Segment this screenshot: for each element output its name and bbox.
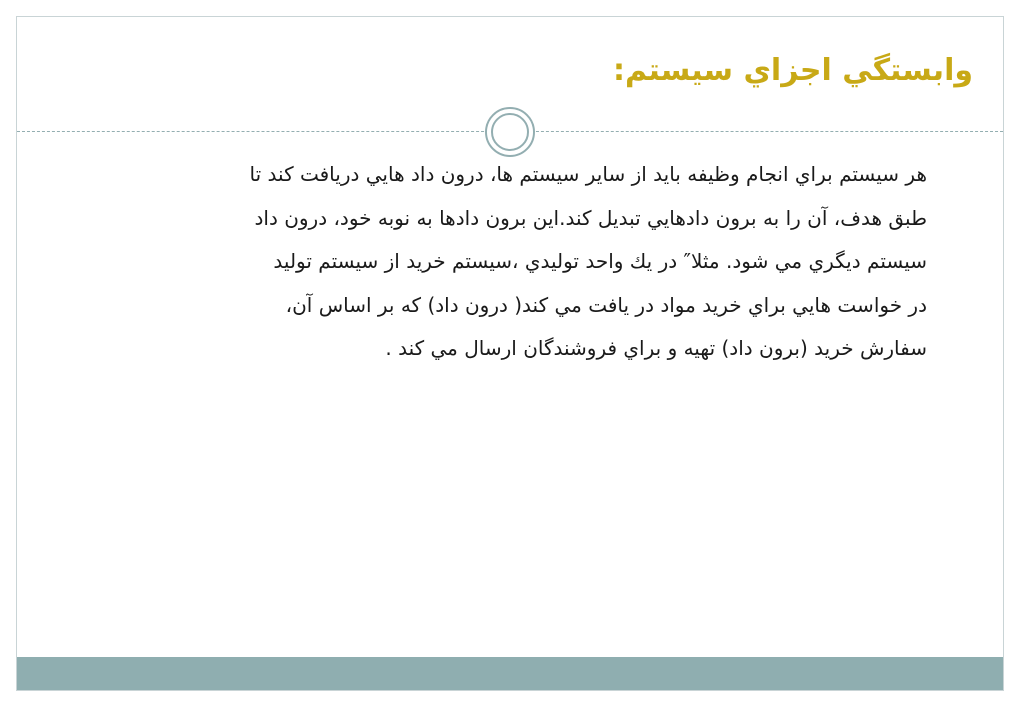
footer-band bbox=[17, 657, 1003, 690]
slide-title: وابستگي اجزاي سيستم: bbox=[612, 53, 973, 88]
body-paragraph bbox=[51, 153, 927, 371]
paragraph-line: سفارش خريد (برون داد) تهيه و براي فروشندگان ارسال مي كند . bbox=[385, 336, 927, 360]
circle-ornament-inner bbox=[491, 113, 529, 151]
circle-ornament-icon bbox=[485, 107, 535, 157]
paragraph-line: سيستم ديگري مي شود. مثلا″ در يك واحد توليدي ،سيستم خريد از سيستم توليد bbox=[273, 249, 927, 273]
paragraph-line: در خواست هايي براي خريد مواد در يافت مي كند( درون داد) كه بر اساس آن، bbox=[285, 292, 927, 317]
paragraph-line: طبق هدف، آن را به برون دادهايي تبديل كند.اين برون دادها به نوبه خود، درون داد bbox=[254, 205, 927, 230]
paragraph-line: هر سيستم براي انجام وظيفه بايد از ساير سيستم ها، درون داد هايي دريافت كند تا bbox=[249, 162, 927, 186]
slide bbox=[16, 16, 1004, 691]
